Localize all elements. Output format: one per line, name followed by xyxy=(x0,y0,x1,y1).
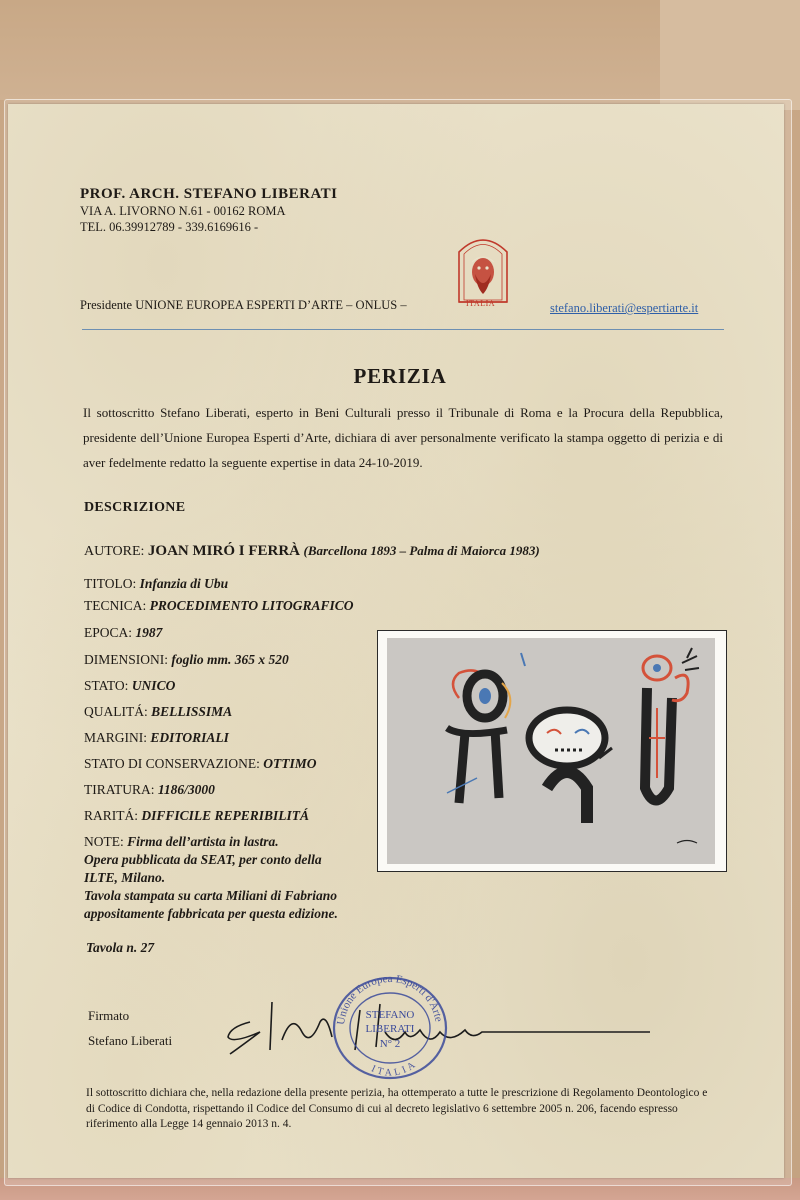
field-stato xyxy=(84,678,175,694)
field-note xyxy=(84,833,404,923)
note-line: appositamente fabbricata per questa edizione. xyxy=(84,906,338,921)
plate-number: Tavola n. 27 xyxy=(86,940,155,955)
field-value: Infanzia di Ubu xyxy=(139,576,229,591)
field-label: TECNICA: xyxy=(84,598,147,613)
artist-name: JOAN MIRÓ I FERRÀ xyxy=(147,543,301,559)
stamp-line: LIBERATI xyxy=(365,1023,415,1035)
stamp-bottom-text: ITALIA xyxy=(369,1058,420,1079)
stamp-ring-text: Unione Europea Esperti d'Arte xyxy=(335,972,445,1026)
field-titolo xyxy=(84,576,228,592)
artist-dates: (Barcellona 1893 – Palma di Maiorca 1983) xyxy=(303,543,540,558)
field-rarita xyxy=(84,808,309,824)
field-value: PROCEDIMENTO LITOGRAFICO xyxy=(149,598,354,613)
field-value: EDITORIALI xyxy=(150,730,229,745)
signed-label: Firmato xyxy=(88,1008,130,1023)
field-value: OTTIMO xyxy=(263,756,317,771)
signer-name: Stefano Liberati xyxy=(88,1033,173,1048)
stamp-line: N° 2 xyxy=(379,1038,401,1050)
field-label: RARITÁ: xyxy=(84,808,138,823)
email-link[interactable]: stefano.liberati@espertiarte.it xyxy=(550,301,699,315)
field-tiratura xyxy=(84,782,215,798)
field-label: AUTORE: xyxy=(84,544,145,559)
artwork-image xyxy=(387,638,715,864)
expert-telephone: TEL. 06.39912789 - 339.6169616 - xyxy=(80,220,259,234)
note-line: Firma dell’artista in lastra. xyxy=(127,834,279,849)
field-value: DIFFICILE REPERIBILITÁ xyxy=(141,808,310,823)
field-label: TITOLO: xyxy=(84,576,137,591)
field-qualita xyxy=(84,704,232,720)
field-stato-conservazione xyxy=(84,756,316,772)
logo-caption: ITALIA xyxy=(466,299,496,308)
field-label: DIMENSIONI: xyxy=(84,652,168,667)
field-label: QUALITÁ: xyxy=(84,704,148,719)
field-value: 1987 xyxy=(135,625,163,640)
field-label: EPOCA: xyxy=(84,625,133,640)
field-value: BELLISSIMA xyxy=(151,704,233,719)
presidency-line: Presidente UNIONE EUROPEA ESPERTI D’ARTE – ONLUS – xyxy=(80,298,407,312)
field-value: foglio mm. 365 x 520 xyxy=(171,652,289,667)
document-title: PERIZIA xyxy=(353,364,447,388)
field-autore xyxy=(84,543,540,560)
association-logo-icon xyxy=(455,230,511,310)
field-epoca xyxy=(84,625,162,641)
field-margini xyxy=(84,730,229,746)
field-label: STATO DI CONSERVAZIONE: xyxy=(84,756,260,771)
field-tecnica xyxy=(84,598,354,614)
note-line: ILTE, Milano. xyxy=(84,870,166,885)
section-heading: DESCRIZIONE xyxy=(84,500,186,515)
stamp-line: STEFANO xyxy=(365,1009,415,1021)
field-value: 1186/3000 xyxy=(157,782,215,797)
intro-paragraph: Il sottoscritto Stefano Liberati, esperto in Beni Culturali presso il Tribunale di Roma e la Procura della Repubblica, presidente dell’Unione Europea Esperti d’Arte, dichiara di aver personalmente verificato la stampa oggetto di perizia e di aver fedelmente redatto la seguente expertise in data 24-10-2019. xyxy=(83,405,723,470)
field-label: MARGINI: xyxy=(84,730,147,745)
expert-name: PROF. ARCH. STEFANO LIBERATI xyxy=(80,186,338,202)
expert-address: VIA A. LIVORNO N.61 - 00162 ROMA xyxy=(80,204,286,218)
header-divider xyxy=(82,329,724,330)
cardboard-flap xyxy=(660,0,800,110)
official-stamp-icon xyxy=(328,970,452,1082)
note-line: Tavola stampata su carta Miliani di Fabriano xyxy=(84,888,338,903)
field-label: TIRATURA: xyxy=(84,782,155,797)
field-value: UNICO xyxy=(131,678,176,693)
field-dimensioni xyxy=(84,652,289,668)
field-label: NOTE: xyxy=(84,834,124,849)
note-line: Opera pubblicata da SEAT, per conto della xyxy=(84,852,322,867)
footer-declaration: Il sottoscritto dichiara che, nella redazione della presente perizia, ha ottemperato a tutte le prescrizione di Regolamento Deontologico e di Codice di Condotta, rispettando il Codice del Consumo di cui al decreto legislativo 6 settembre 2005 n. 206, facendo espresso riferimento alla Legge 14 gennaio 2013 n. 4. xyxy=(86,1087,708,1130)
field-label: STATO: xyxy=(84,678,129,693)
